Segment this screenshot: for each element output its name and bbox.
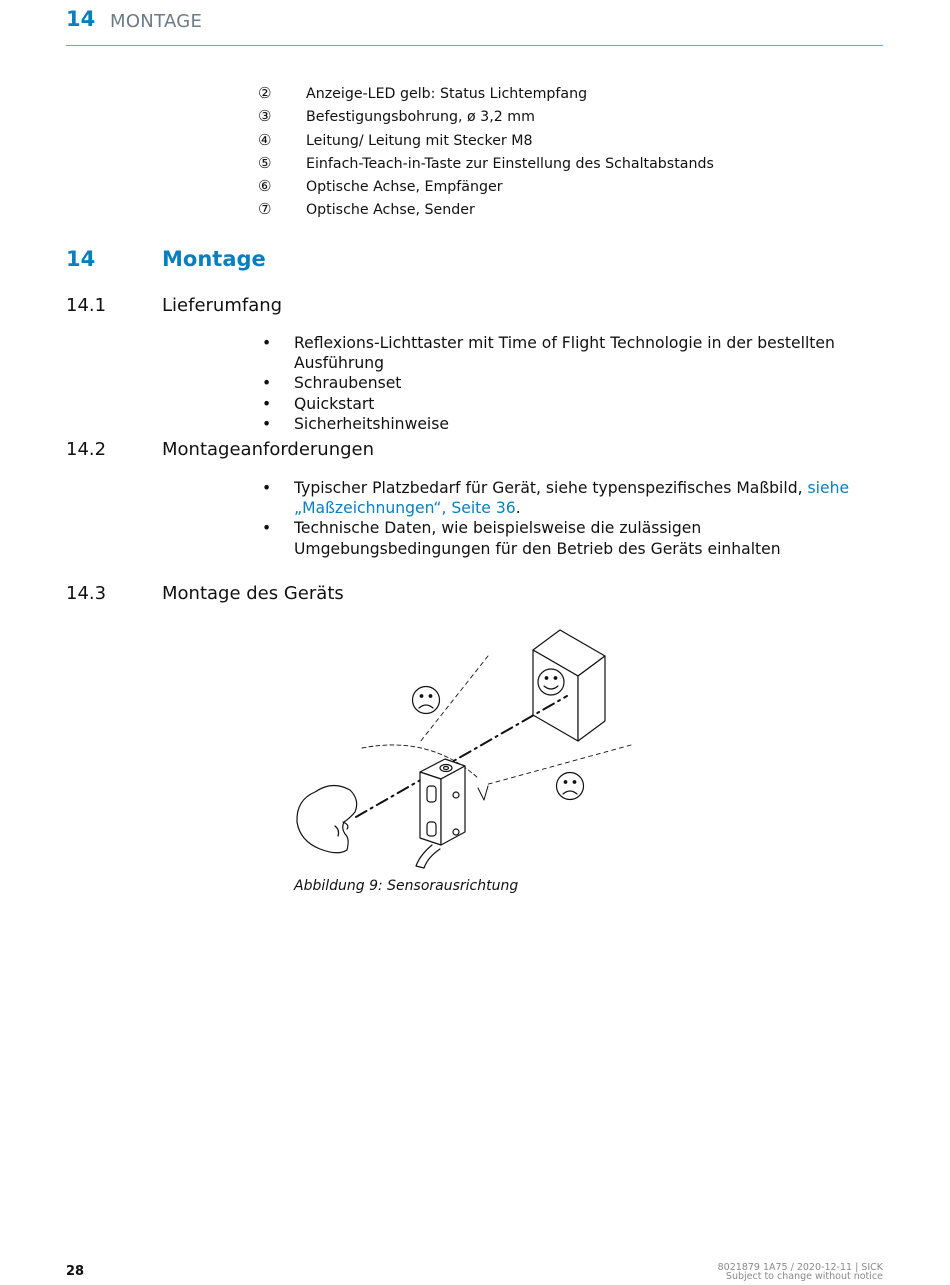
mounting-requirements-list: [262, 478, 877, 559]
arrow-head-icon: [478, 786, 488, 800]
legend-marker: ⑥: [258, 177, 272, 196]
list-item: • Sicherheitshinweise: [262, 414, 902, 434]
boundary-line: [420, 656, 488, 742]
legend-marker: ③: [258, 107, 272, 126]
subsection-heading-lieferumfang: [66, 295, 282, 316]
legend-marker: ⑦: [258, 200, 272, 219]
legend-item: [258, 131, 714, 154]
figure-caption: Abbildung 9: Sensorausrichtung: [294, 878, 519, 894]
change-notice: Subject to change without notice: [725, 1271, 883, 1282]
chapter-number: 14: [66, 7, 96, 31]
subsection-title: Montageanforderungen: [162, 439, 375, 460]
subsection-title: Lieferumfang: [162, 295, 283, 316]
legend-item: [258, 107, 714, 130]
subsection-number: 14.2: [66, 439, 107, 460]
legend-text: Optische Achse, Sender: [306, 202, 475, 219]
legend-item: [258, 84, 714, 107]
legend-text: Anzeige-LED gelb: Status Lichtempfang: [306, 86, 588, 102]
list-item: • Schraubenset: [262, 373, 902, 393]
legend-item: [258, 154, 714, 177]
list-item: • Quickstart: [262, 394, 902, 414]
person-head: [297, 785, 357, 852]
legend-marker: ②: [258, 84, 272, 102]
list-item: [262, 478, 877, 518]
page-number: 28: [66, 1264, 85, 1279]
legend-text: Befestigungsbohrung, ø 3,2 mm: [306, 109, 535, 126]
legend-item: [258, 200, 714, 223]
sad-face-icon: [557, 773, 584, 800]
footer-info: [718, 1263, 883, 1281]
list-item-end: .: [515, 499, 521, 518]
section-title: Montage: [162, 247, 266, 271]
list-item: • Technische Daten, wie beispielsweise die zulässigen Umgebungsbedingungen für den Betrieb des Geräts einhalten: [262, 518, 877, 558]
legend-text: Leitung/ Leitung mit Stecker M8: [306, 132, 533, 149]
sensor-device: [416, 759, 465, 868]
section-number: 14: [66, 247, 96, 271]
subsection-number: 14.1: [66, 295, 107, 316]
legend-marker: ④: [258, 130, 272, 149]
legend-text: Einfach-Teach-in-Taste zur Einstellung des Schaltabstands: [306, 155, 714, 172]
sad-face-icon: [413, 687, 440, 714]
subsection-heading-montage-des-geraets: [66, 583, 344, 604]
document-info: 8021879 1A75 / 2020-12-11 | SICK: [717, 1262, 883, 1273]
legend-marker: ⑤: [258, 153, 272, 172]
scope-of-delivery-list: [262, 333, 902, 434]
subsection-heading-montageanforderungen: [66, 439, 374, 460]
list-item-text: Typischer Platzbedarf für Gerät, siehe typenspezifisches Maßbild,: [294, 479, 808, 497]
figure-legend: [258, 84, 714, 224]
legend-text: Optische Achse, Empfänger: [306, 179, 503, 196]
list-item: • Reflexions-Lichttaster mit Time of Flight Technologie in der bestellten Ausführung: [262, 333, 902, 373]
cross-reference-link[interactable]: siehe „Maßzeichnungen“, Seite 36: [294, 479, 850, 518]
subsection-number: 14.3: [66, 583, 107, 604]
section-heading: [66, 247, 266, 271]
chapter-title: MONTAGE: [110, 11, 203, 32]
legend-item: [258, 177, 714, 200]
page-header: [66, 7, 883, 46]
sensor-alignment-illustration: [280, 620, 660, 875]
subsection-title: Montage des Geräts: [162, 583, 344, 604]
